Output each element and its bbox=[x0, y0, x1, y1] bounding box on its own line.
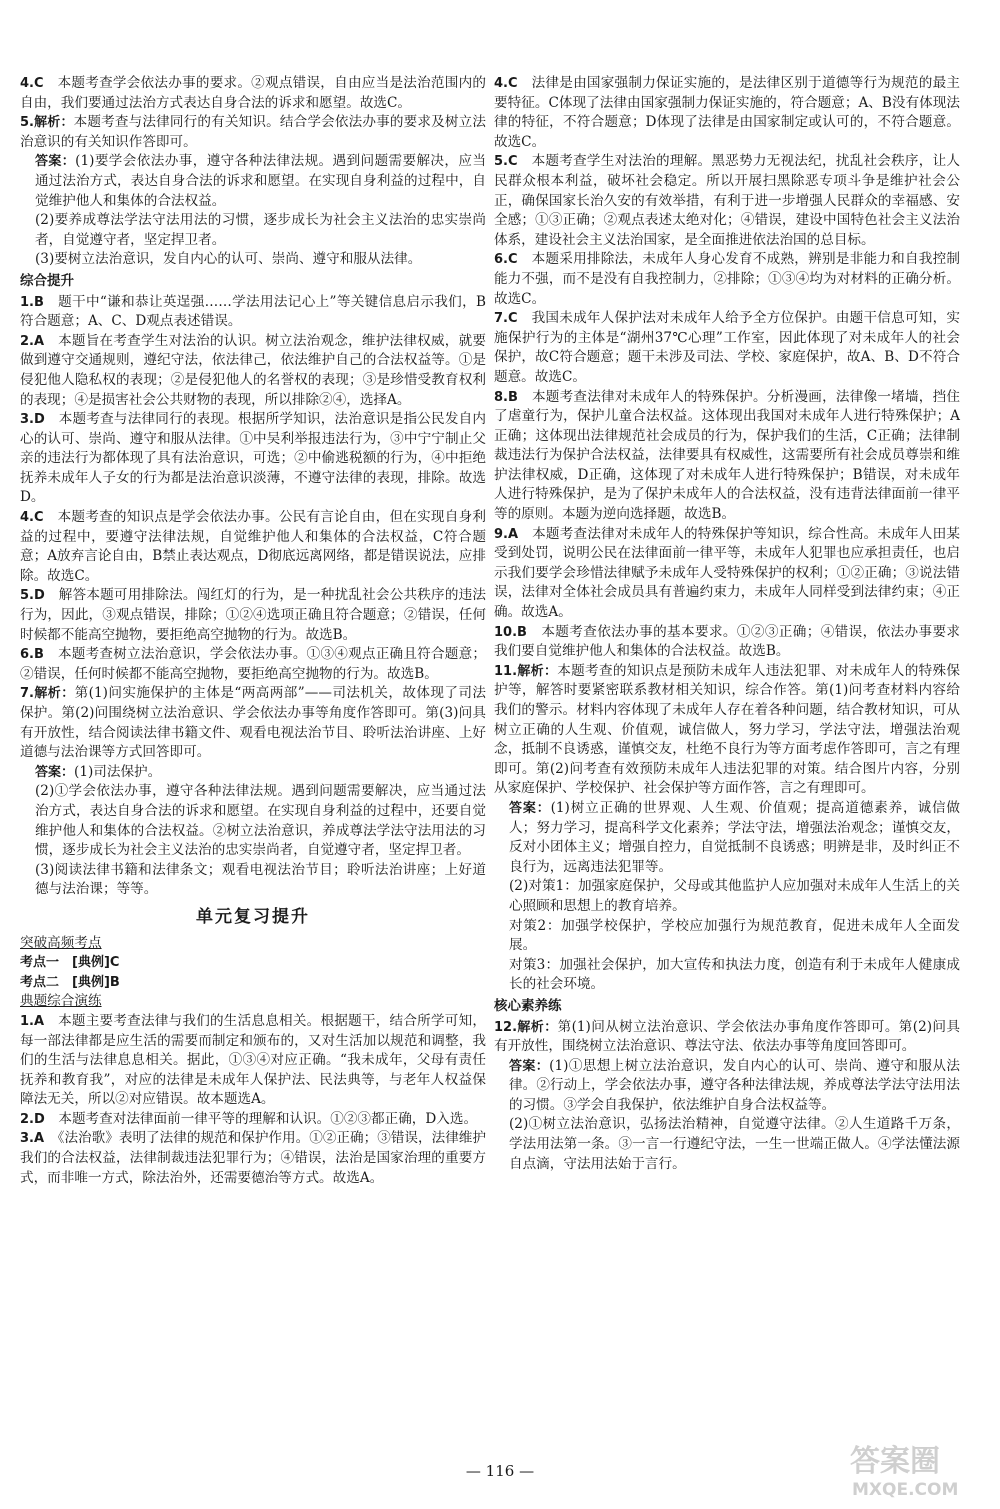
watermark-logo bbox=[842, 1433, 992, 1503]
answer-block: 答案：(1)树立正确的世界观、人生观、价值观；提高道德素养，诚信做人；努力学习，提高科学文化素养；学法守法，增强法治观念；谨慎交友，反对小团体主义；增强自控力，自觉抵制不良诱惑；明辨是非，及时纠正不良行为，远离违法犯罪等。 bbox=[509, 799, 960, 875]
answer-block: 答案：(1)要学会依法办事，遵守各种法律法规。遇到问题需要解决，应当通过法治方式，表达自身合法的诉求和愿望。在实现自身利益的过程中，自觉维护他人和集体的合法权益。 bbox=[35, 153, 486, 209]
answer-item: 4.C 本题考查的知识点是学会依法办事。公民有言论自由，但在实现自身利益的过程中，要遵守法律法规，自觉维护他人和集体的合法权益，C符合题意；A放弃言论自由，B禁止表达观点，D彻底远离网络，都是错误说法，应排除。故选C。 bbox=[20, 509, 486, 584]
answer-item: 2.D 本题考查对法律面前一律平等的理解和认识。①②③都正确，D入选。 bbox=[20, 1110, 478, 1127]
answer-item: 1.B 题干中“谦和恭让英逞强……学法用法记心上”等关键信息启示我们，B符合题意；A、C、D观点表述错误。 bbox=[20, 293, 487, 330]
answer-paragraph: 对策2：加强学校保护，学校应加强行为规范教育，促进未成年人全面发展。 bbox=[509, 917, 960, 954]
answer-item: 5.解析：本题考查与法律同行的有关知识。结合学会依法办事的要求及树立法治意识的有关知识作答即可。 bbox=[20, 114, 486, 150]
watermark-url: MXQE.COM bbox=[852, 1480, 959, 1500]
section-heading: 综合提升 bbox=[20, 272, 74, 289]
answer-item: 11.解析：本题考查的知识点是预防未成年人违法犯罪、对未成年人的特殊保护等，解答时要紧密联系教材相关知识，综合作答。第(1)问考查材料内容给我们的警示。材料内容体现了未成年人存在着各种问题，结合教材知识，可从树立正确的人生观、价值观，诚信做人，努力学习，学法守法，增强法治观念，抵制不良诱惑，谨慎交友，杜绝不良行为等方面考虑作答即可，言之有理即可。第(2)问考查有效预防未成年人违法犯罪的对策。结合图片内容，分别从家庭保护、学校保护、社会保护等方面作答，言之有理即可。 bbox=[494, 662, 960, 797]
answer-item: 7.解析：第(1)问实施保护的主体是“两高两部”——司法机关，故体现了司法保护。第(2)问围绕树立法治意识、学会依法办事等角度作答即可。第(3)问具有开放性，结合阅读法律书籍文件、观看电视法治节目、聆听法治讲座、上好道德与法治课等方式回答即可。 bbox=[20, 685, 486, 761]
answer-paragraph: (2)对策1：加强家庭保护，父母或其他监护人应加强对未成年人生活上的关心照顾和思想上的教育培养。 bbox=[509, 878, 960, 914]
answer-item: 6.C 本题采用排除法，未成年人身心发育不成熟，辨别是非能力和自我控制能力不强，而不是没有自我控制力，②排除；①③④均为对材料的正确分析。故选C。 bbox=[494, 251, 960, 307]
section-heading: 核心素养练 bbox=[494, 997, 562, 1014]
answer-item: 10.B 本题考查依法办事的基本要求。①②③正确；④错误，依法办事要求我们要自觉维护他人和集体的合法权益。故选B。 bbox=[494, 623, 961, 660]
answer-item: 5.D 解答本题可用排除法。闯红灯的行为，是一种扰乱社会公共秩序的违法行为，因此，③观点错误，排除；①②④选项正确且符合题意；②错误，任何时候都不能高空抛物，要拒绝高空抛物的行为。故选B。 bbox=[20, 587, 486, 643]
answer-item: 6.B 本题考查树立法治意识，学会依法办事。①③④观点正确且符合题意；②错误，任何时候都不能高空抛物，要拒绝高空抛物的行为。故选B。 bbox=[20, 646, 487, 682]
subsection-heading: 突破高频考点 bbox=[20, 934, 102, 951]
answer-paragraph: (3)要树立法治意识，发自内心的认可、崇尚、遵守和服从法律。 bbox=[35, 251, 422, 268]
watermark-text: 答案圈 bbox=[850, 1444, 940, 1479]
answer-paragraph: 对策3：加强社会保护，加大宣传和执法力度，创造有利于未成年人健康成长的社会环境。 bbox=[509, 956, 960, 993]
answer-item: 4.C 本题考查学会依法办事的要求。②观点错误，自由应当是法治范围内的自由，我们要通过法治方式表达自身合法的诉求和愿望。故选C。 bbox=[20, 75, 486, 111]
answer-item: 3.D 本题考查与法律同行的表现。根据所学知识，法治意识是指公民发自内心的认可、崇尚、遵守和服从法律。①中吴利举报违法行为，③中宁宁制止父亲的违法行为都体现了具有法治意识，可选；②中偷逃税额的行为，④中拒绝抚养未成年人子女的行为都是法治意识淡薄，不遵守法律的表现，排除。故选D。 bbox=[20, 411, 486, 506]
answer-paragraph: (2)①树立法治意识，弘扬法治精神，自觉遵守法律。②人生道路千万条，学法用法第一条。③一言一行遵纪守法，一生一世端正做人。④学法懂法源自点滴，守法用法始于言行。 bbox=[509, 1116, 960, 1172]
answer-block: 答案：(1)①思想上树立法治意识，发自内心的认可、崇尚、遵守和服从法律。②行动上，学会依法办事，遵守各种法律法规，养成尊法学法守法用法的习惯。③学会自我保护，依法维护自身合法权益等。 bbox=[509, 1057, 960, 1113]
answer-item: 3.A 《法治歌》表明了法律的规范和保护作用。①②正确；③错误，法律维护我们的合法权益，法律制裁违法犯罪行为；④错误，法治是国家治理的重要方式，而非唯一方式，除法治外，还需要德治等方式。故选A。 bbox=[20, 1130, 487, 1186]
answer-item: 7.C 我国未成年人保护法对未成年人给予全方位保护。由题干信息可知，实施保护行为的主体是“湖州37℃心理”工作室，因此体现了对未成年人的社会保护，故C符合题意；题干未涉及司法、学校、家庭保护，故A、B、D不符合题意。故选C。 bbox=[494, 310, 960, 385]
answer-item: 4.C 法律是由国家强制力保证实施的，是法律区别于道德等行为规范的最主要特征。C体现了法律由国家强制力保证实施的，符合题意；A、B没有体现法律的特征，不符合题意；D体现了法律是由国家制定或认可的，不符合题意。故选C。 bbox=[494, 75, 960, 150]
answer-paragraph: (3)阅读法律书籍和法律条文；观看电视法治节目；聆听法治讲座；上好道德与法治课；等等。 bbox=[35, 861, 486, 898]
unit-title: 单元复习提升 bbox=[196, 906, 310, 927]
page-number: — 116 — bbox=[465, 1462, 535, 1480]
answer-item: 12.解析：第(1)问从树立法治意识、学会依法办事角度作答即可。第(2)问具有开放性，围绕树立法治意识、尊法守法、依法办事等角度回答即可。 bbox=[494, 1018, 960, 1055]
answer-item: 8.B 本题考查法律对未成年人的特殊保护。分析漫画，法律像一堵墙，挡住了虐童行为，保护儿童合法权益。这体现出我国对未成年人进行特殊保护；A正确；这体现出法律规范社会成员的行为，保护我们的生活，C正确；法律制裁违法行为保护合法权益，法律要具有权威性，这需要所有社会成员尊崇和维护法律权威，D正确，这体现了对未成年人进行特殊保护；B错误，对未成年人进行特殊保护，是为了保护未成年人的合法权益，没有违背法律面前一律平等的原则。本题为逆向选择题，故选B。 bbox=[494, 388, 961, 523]
right-column bbox=[494, 74, 960, 1174]
answer-item: 2.A 本题旨在考查学生对法治的认识。树立法治观念，维护法律权威，就要做到遵守交通规则，遵纪守法，依法律己，依法维护自己的合法权益等。①是侵犯他人隐私权的表现；②是侵犯他人的名誉权的表现；③是珍惜受教育权利的表现；④是损害社会公共财物的表现，所以排除②④，选择A。 bbox=[20, 332, 487, 408]
kaodian-line: 考点一 [典例]C bbox=[20, 955, 120, 971]
subsection-heading: 典题综合演练 bbox=[20, 993, 102, 1010]
answer-item: 5.C 本题考查学生对法治的理解。黑恶势力无视法纪，扰乱社会秩序，让人民群众根本利益，破坏社会稳定。所以开展扫黑除恶专项斗争是维护社会公正，确保国家长治久安的有效举措，有利于进一步增强人民群众的幸福感、安全感；①③正确；②观点表述太绝对化；④错误，建设中国特色社会主义法治体系，建设社会主义法治国家，是全面推进依法治国的总目标。 bbox=[494, 153, 960, 248]
left-column bbox=[20, 74, 486, 1188]
answer-item: 9.A 本题考查法律对未成年人的特殊保护等知识，综合性高。未成年人田某受到处罚，说明公民在法律面前一律平等，未成年人犯罪也应承担责任，也启示我们要学会珍惜法律赋予未成年人受特殊保护的权利；①②正确；③说法错误，法律对全体社会成员具有普遍约束力，未成年人同样受到法律约束；④正确。故选A。 bbox=[494, 525, 961, 621]
answer-item: 1.A 本题主要考查法律与我们的生活息息相关。根据题干，结合所学可知，每一部法律都是应生活的需要而制定和颁布的，又对生活加以规范和调整，我们的生活与法律息息相关。据此，①③④对应正确。“我未成年，父母有责任抚养和教育我”，对应的法律是未成年人保护法、民法典等，与老年人权益保障法无关，所以②对应错误。故本题选A。 bbox=[20, 1012, 487, 1108]
answer-paragraph: (2)①学会依法办事，遵守各种法律法规。遇到问题需要解决，应当通过法治方式，表达自身合法的诉求和愿望。在实现自身利益的过程中，还要自觉维护他人和集体的合法权益。②树立法治意识，养成尊法学法守法用法的习惯，逐步成长为社会主义法治的忠实崇尚者，自觉遵守者，坚定捍卫者。 bbox=[35, 783, 486, 859]
answer-paragraph: (2)要养成尊法学法守法用法的习惯，逐步成长为社会主义法治的忠实崇尚者，自觉遵守者，坚定捍卫者。 bbox=[35, 212, 486, 248]
kaodian-line: 考点二 [典例]B bbox=[20, 974, 120, 990]
answer-block: 答案：(1)司法保护。 bbox=[35, 763, 162, 780]
